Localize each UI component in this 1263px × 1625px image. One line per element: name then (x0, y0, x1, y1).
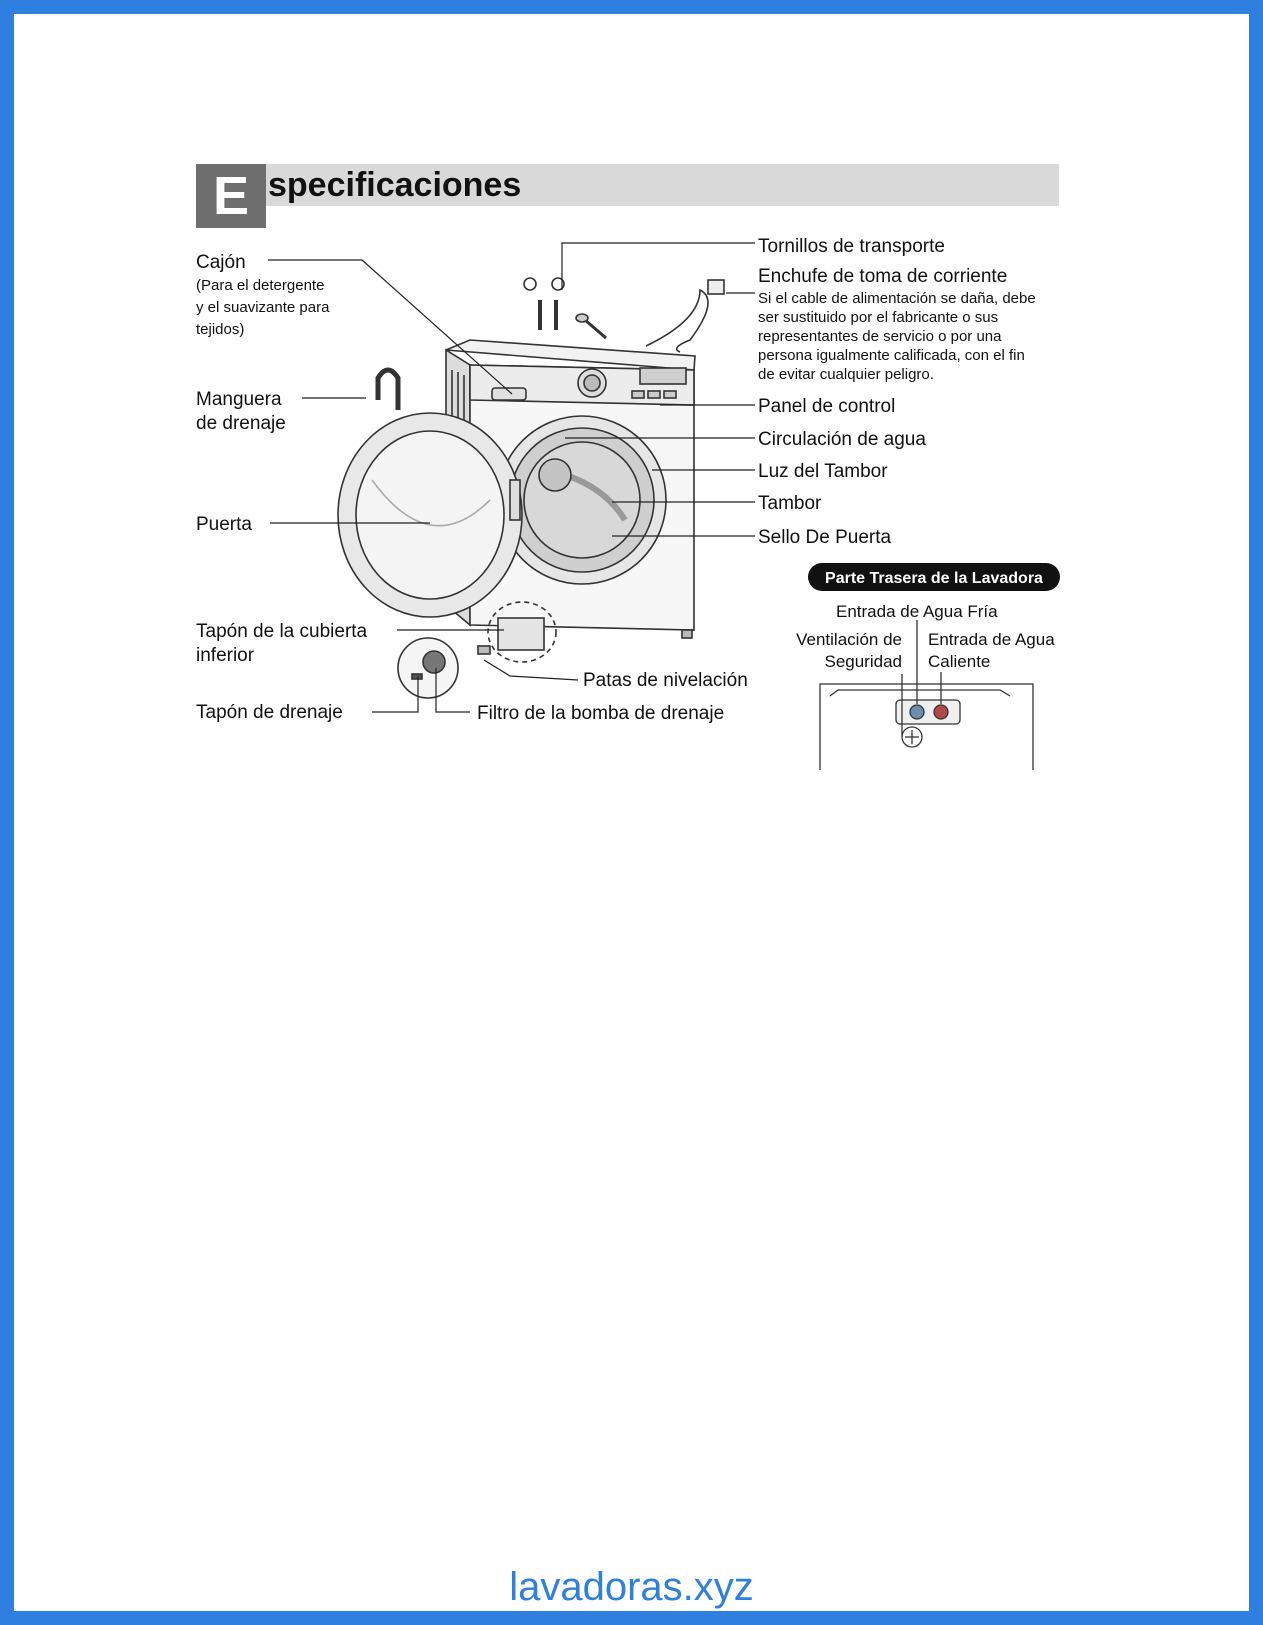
label-enchufe-note-2: ser sustituido por el fabricante o sus (758, 309, 999, 326)
rear-view-inset (796, 563, 1060, 770)
label-enchufe-note-1: Si el cable de alimentación se daña, debe (758, 290, 1036, 307)
label-cajon-note-2: y el suavizante para (196, 299, 330, 316)
label-enchufe-note-3: representantes de servicio o por una (758, 328, 1002, 345)
label-tornillos: Tornillos de transporte (758, 236, 945, 257)
rear-ventilacion-2: Seguridad (824, 652, 902, 671)
title-initial: E (196, 164, 266, 228)
page-title: specificaciones (268, 166, 522, 204)
label-manguera-2: de drenaje (196, 413, 286, 434)
footer-site[interactable]: lavadoras.xyz (509, 1565, 754, 1609)
label-tambor: Tambor (758, 493, 822, 514)
label-puerta: Puerta (196, 514, 252, 535)
label-tapon-cubierta-2: inferior (196, 645, 255, 666)
rear-agua-caliente-2: Caliente (928, 652, 991, 671)
label-cajon-note-3: tejidos) (196, 321, 245, 338)
label-manguera-1: Manguera (196, 389, 282, 410)
label-filtro: Filtro de la bomba de drenaje (477, 703, 725, 724)
rear-badge: Parte Trasera de la Lavadora (825, 570, 1043, 587)
label-tapon-drenaje: Tapón de drenaje (196, 702, 343, 723)
label-enchufe-note-5: de evitar cualquier peligro. (758, 366, 934, 383)
label-tapon-cubierta-1: Tapón de la cubierta (196, 621, 368, 642)
rear-agua-fria: Entrada de Agua Fría (836, 602, 998, 621)
label-circulacion: Circulación de agua (758, 429, 926, 450)
washing-machine-illustration (338, 278, 724, 698)
label-panel: Panel de control (758, 396, 896, 417)
label-enchufe: Enchufe de toma de corriente (758, 266, 1008, 287)
label-sello: Sello De Puerta (758, 527, 892, 548)
label-patas: Patas de nivelación (583, 670, 748, 691)
label-cajon: Cajón (196, 252, 246, 273)
label-cajon-note-1: (Para el detergente (196, 277, 325, 294)
rear-ventilacion-1: Ventilación de (796, 630, 902, 649)
label-enchufe-note-4: persona igualmente calificada, con el fin (758, 347, 1025, 364)
rear-agua-caliente-1: Entrada de Agua (928, 630, 1055, 649)
label-luz: Luz del Tambor (758, 461, 888, 482)
